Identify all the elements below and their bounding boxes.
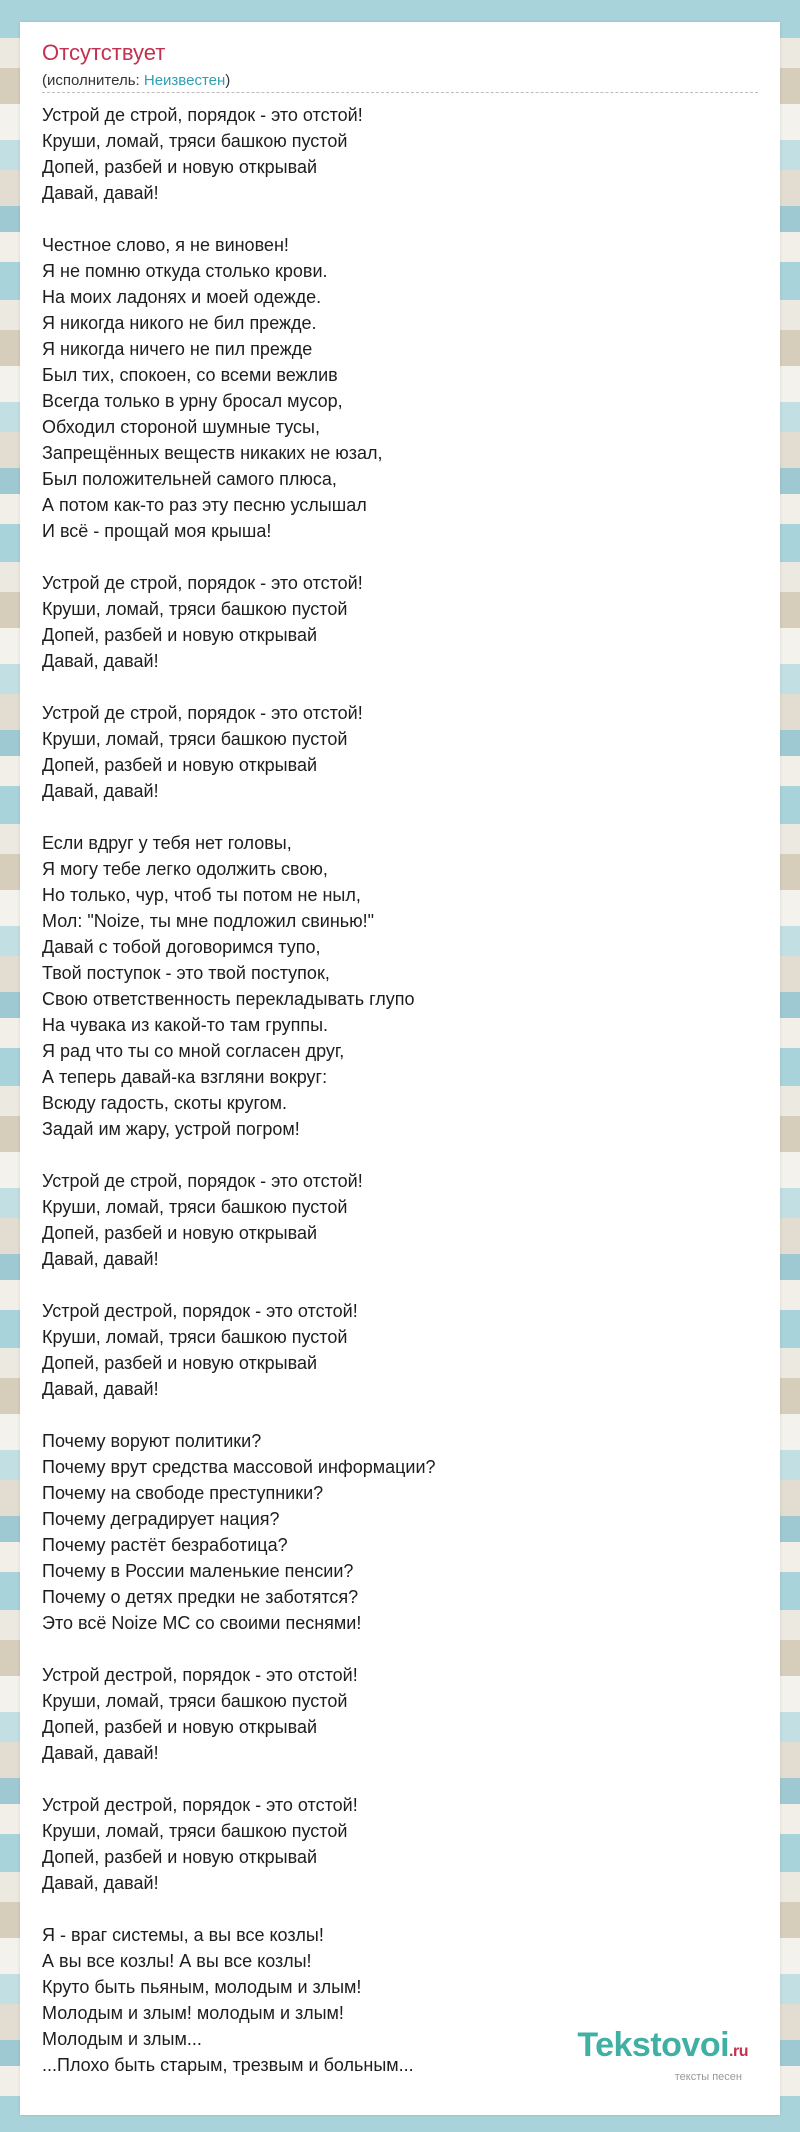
artist-prefix: (исполнитель:	[42, 72, 144, 89]
artist-line	[42, 72, 230, 89]
artist-link[interactable]: Неизвестен	[143, 72, 226, 89]
artist-suffix: )	[225, 72, 231, 89]
logo-name: Tekstovoi	[577, 2026, 730, 2064]
site-logo[interactable]	[577, 2028, 748, 2083]
header-divider	[42, 92, 758, 93]
song-title: Отсутствует	[42, 40, 166, 65]
lyrics-card	[20, 22, 780, 2115]
logo-wordmark	[577, 2028, 748, 2069]
logo-tld: .ru	[729, 2043, 748, 2060]
lyrics-text: Устрой де строй, порядок - это отстой! Круши, ломай, тряси башкою пустой Допей, разбей и новую открывай Давай, давай! Честное слово, я не виновен! Я не помню откуда столько крови. На моих ладонях и моей одежде. Я никогда никого не бил прежде. Я никогда ничего не пил прежде Был тих, спокоен, со всеми вежлив Всегда только в урну бросал мусор, Обходил стороной шумные тусы, Запрещённых веществ никаких не юзал, Был положительней самого плюса, А потом как-то раз эту песню услышал И всё - прощай моя крыша! Устрой де строй, порядок - это отстой! Круши, ломай, тряси башкою пустой Допей, разбей и новую открывай Давай, давай! Устрой де строй, порядок - это отстой! Круши, ломай, тряси башкою пустой Допей, разбей и новую открывай Давай, давай! Если вдруг у тебя нет головы, Я могу тебе легко одолжить свою, Но только, чур, чтоб ты потом не ныл, Мол: "Noize, ты мне подложил свинью!" Давай с тобой договоримся тупо, Твой поступок - это твой поступок, Свою ответственность перекладывать глупо На чувака из какой-то там группы. Я рад что ты со мной согласен друг, А теперь давай-ка взгляни вокруг: Всюду гадость, скоты кругом. Задай им жару, устрой погром! Устрой де строй, порядок - это отстой! Круши, ломай, тряси башкою пустой Допей, разбей и новую открывай Давай, давай! Устрой дестрой, порядок - это отстой! Круши, ломай, тряси башкою пустой Допей, разбей и новую открывай Давай, давай! Почему воруют политики? Почему врут средства массовой информации? Почему на свободе преступники? Почему деградирует нация? Почему растёт безработица? Почему в России маленькие пенсии? Почему о детях предки не заботятся? Это всё Noize MC со своими песнями! Устрой дестрой, порядок - это отстой! Круши, ломай, тряси башкою пустой Допей, разбей и новую открывай Давай, давай! Устрой дестрой, порядок - это отстой! Круши, ломай, тряси башкою пустой Допей, разбей и новую открывай Давай, давай! Я - враг системы, а вы все козлы! А вы все козлы! А вы все козлы! Круто быть пьяным, молодым и злым! Молодым и злым! молодым и злым! Молодым и злым... ...Плохо быть старым, трезвым и больным...	[42, 105, 436, 2075]
logo-tagline: тексты песен	[674, 2071, 742, 2083]
